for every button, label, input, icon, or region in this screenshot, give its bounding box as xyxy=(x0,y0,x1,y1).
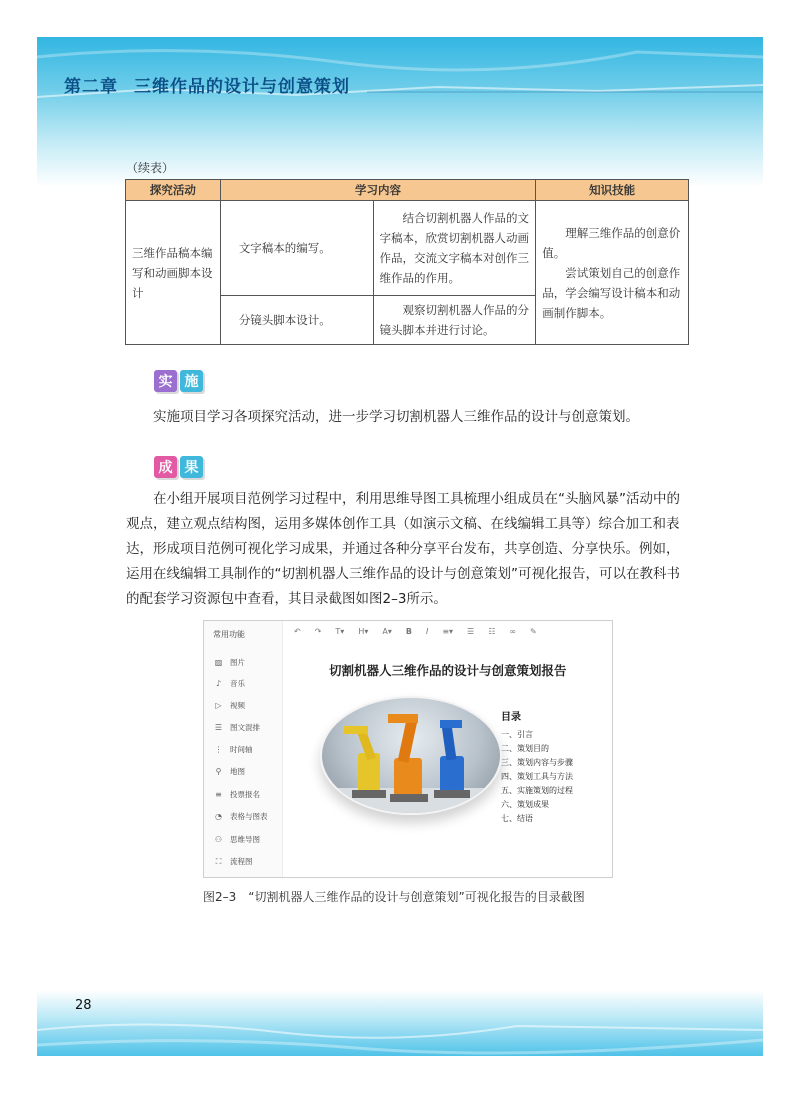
text-image-icon: ☰ xyxy=(214,723,223,732)
image-icon: ▨ xyxy=(214,658,223,667)
tag-char: 实 xyxy=(154,370,177,392)
undo-icon[interactable]: ↶ xyxy=(294,627,301,636)
menu-item-vote[interactable] xyxy=(214,789,260,800)
link-icon[interactable]: ∞ xyxy=(509,627,517,636)
report-screenshot xyxy=(203,620,613,878)
sidebar-title: 常用功能 xyxy=(213,630,245,639)
page-number: 28 xyxy=(75,998,92,1013)
function-sidebar xyxy=(204,621,283,877)
footer-wave-decoration xyxy=(37,990,763,1056)
section-tag-result xyxy=(154,456,203,478)
chart-icon: ◔ xyxy=(215,812,222,821)
chapter-number: 第二章 xyxy=(64,77,118,97)
toc-item[interactable]: 六、策划成果 xyxy=(501,800,549,809)
menu-item-label: 地图 xyxy=(230,767,245,776)
menu-item-label: 思维导图 xyxy=(230,835,260,844)
menu-item-video[interactable] xyxy=(214,700,245,711)
menu-item-label: 表格与图表 xyxy=(230,812,268,821)
tag-char: 成 xyxy=(154,456,177,478)
table-cell-item: 文字稿本的编写。 xyxy=(220,201,373,296)
menu-item-flowchart[interactable] xyxy=(214,856,253,867)
table-cell-item: 分镜头脚本设计。 xyxy=(220,296,373,345)
figure-label: 图2–3 xyxy=(203,890,237,904)
result-paragraph: 在小组开展项目范例学习过程中，利用思维导图工具梳理小组成员在“头脑风暴”活动中的观点，建立观点结构图，运用多媒体创作工具（如演示文稿、在线编辑工具等）综合加工和表达，形成项目范例可视化学习成果，并通过各种分享平台发布，共享创造、分享快乐。例如，运用在线编辑工具制作的“切割机器人三维作品的设计与创意策划”可视化报告，可以在教科书的配套学习资源包中查看，其目录截图如图2–3所示。 xyxy=(126,491,680,607)
table-cell-activity: 三维作品稿本编写和动画脚本设计 xyxy=(126,201,221,345)
menu-item-label: 流程图 xyxy=(230,857,253,866)
bold-icon[interactable]: B xyxy=(405,627,412,636)
music-icon: ♪ xyxy=(215,679,222,688)
table-continued-label: （续表） xyxy=(126,161,175,175)
report-title: 切割机器人三维作品的设计与创意策划报告 xyxy=(329,663,567,678)
menu-item-timeline[interactable] xyxy=(214,744,253,755)
unordered-list-icon[interactable]: ☰ xyxy=(467,627,475,636)
flowchart-icon: ⛶ xyxy=(215,856,222,866)
redo-icon[interactable]: ↷ xyxy=(314,627,322,636)
menu-item-label: 图文混排 xyxy=(230,723,260,732)
menu-item-chart[interactable] xyxy=(214,811,268,822)
font-color-icon[interactable]: A▾ xyxy=(382,627,392,636)
table-cell-desc: 观察切割机器人作品的分镜头脚本并进行讨论。 xyxy=(373,296,536,345)
tag-char: 施 xyxy=(180,370,203,392)
video-icon: ▷ xyxy=(215,701,222,710)
toc-item[interactable]: 一、引言 xyxy=(501,730,533,739)
editor-toolbar xyxy=(294,627,537,636)
section-tag-implement xyxy=(154,370,203,392)
heading-icon[interactable]: H▾ xyxy=(358,627,369,636)
menu-item-label: 视频 xyxy=(230,701,245,710)
figure-caption xyxy=(203,888,585,905)
skill-line: 理解三维作品的创意价值。 xyxy=(542,225,681,260)
menu-item-mindmap[interactable] xyxy=(214,834,260,845)
table-header-content: 学习内容 xyxy=(220,180,535,201)
toc-item[interactable]: 四、策划工具与方法 xyxy=(501,772,573,781)
table-header-skills: 知识技能 xyxy=(536,180,689,201)
align-icon[interactable]: ≡▾ xyxy=(442,627,454,636)
menu-item-label: 时间轴 xyxy=(230,745,253,754)
activity-table xyxy=(125,179,689,345)
menu-item-label: 音乐 xyxy=(230,679,245,688)
table-cell-skills xyxy=(536,201,689,345)
tag-char: 果 xyxy=(180,456,203,478)
menu-item-label: 图片 xyxy=(230,658,245,667)
chapter-heading xyxy=(64,72,350,97)
table-header-activity: 探究活动 xyxy=(126,180,221,201)
toc-item[interactable]: 七、结语 xyxy=(501,814,533,823)
chapter-title: 三维作品的设计与创意策划 xyxy=(134,77,350,97)
table-cell-desc: 结合切割机器人作品的文字稿本，欣赏切割机器人动画作品，交流文字稿本对创作三维作品的作用。 xyxy=(373,201,536,296)
toc-item[interactable]: 三、策划内容与步骤 xyxy=(501,758,573,767)
figure-caption-text: “切割机器人三维作品的设计与创意策划”可视化报告的目录截图 xyxy=(248,890,585,904)
clear-format-icon[interactable]: ✎ xyxy=(530,627,537,636)
robot-arms-illustration xyxy=(322,698,500,813)
toc-item[interactable]: 二、策划目的 xyxy=(501,744,549,753)
menu-item-music[interactable] xyxy=(214,678,245,689)
implement-paragraph: 实施项目学习各项探究活动，进一步学习切割机器人三维作品的设计与创意策划。 xyxy=(153,409,639,425)
ordered-list-icon[interactable]: ☷ xyxy=(488,627,496,636)
mindmap-icon: ⚇ xyxy=(214,835,223,844)
report-toc xyxy=(501,708,573,826)
skill-line: 尝试策划自己的创意作品，学会编写设计稿本和动画制作脚本。 xyxy=(542,265,681,320)
vote-icon: ≡ xyxy=(215,790,222,799)
menu-item-label: 投票报名 xyxy=(230,790,260,799)
menu-item-text-image[interactable] xyxy=(214,722,260,733)
timeline-icon: ⋮ xyxy=(214,745,223,754)
italic-icon[interactable]: I xyxy=(425,627,429,636)
menu-item-image[interactable] xyxy=(214,657,245,668)
robot-arms-image xyxy=(320,696,502,815)
menu-item-map[interactable] xyxy=(214,766,245,777)
toc-item[interactable]: 五、实施策划的过程 xyxy=(501,786,573,795)
map-pin-icon: ⚲ xyxy=(215,767,222,776)
toc-heading: 目录 xyxy=(501,712,521,723)
footer-band xyxy=(37,990,763,1056)
font-size-icon[interactable]: T▾ xyxy=(335,627,345,636)
